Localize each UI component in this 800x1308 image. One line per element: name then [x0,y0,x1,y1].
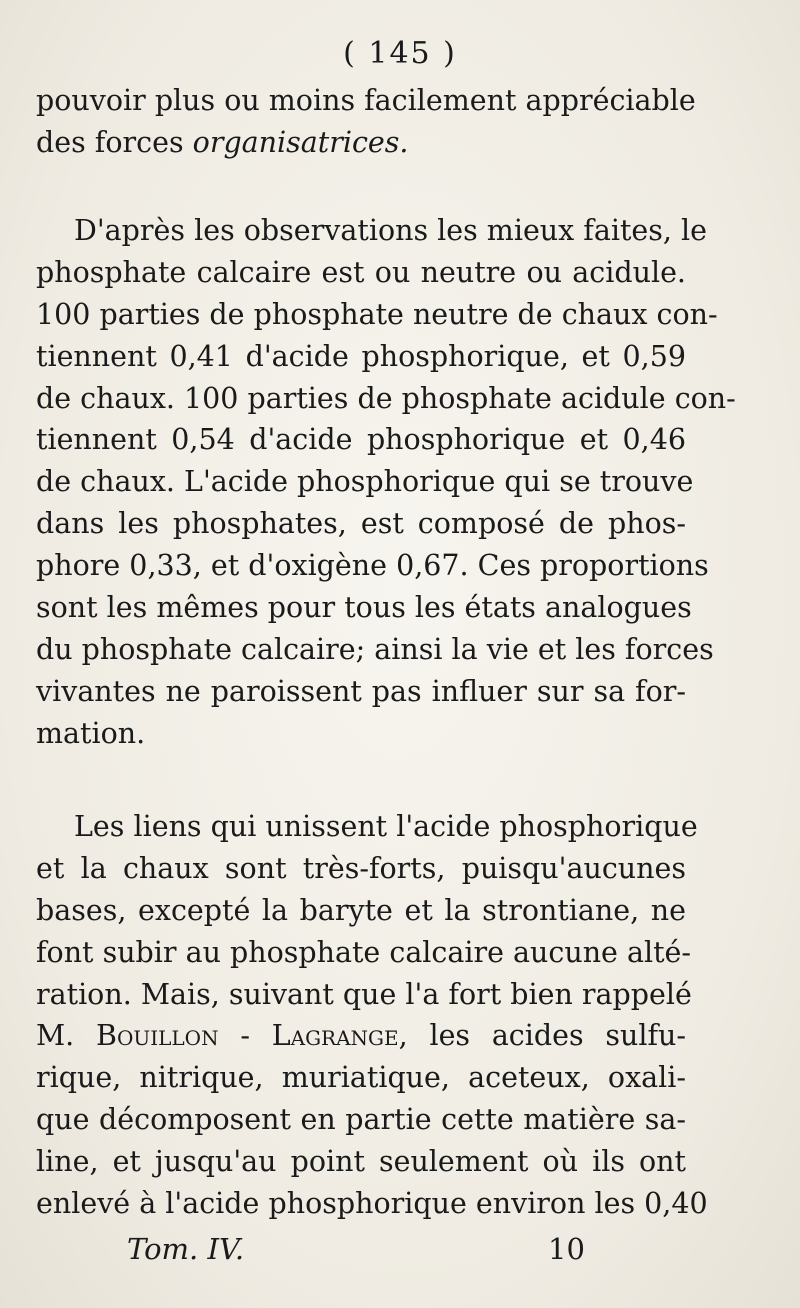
paragraph-1 [36,80,696,164]
text-line: dans les phosphates, est composé de phos- [36,507,686,541]
paragraph-2 [36,210,736,755]
text-line: phore 0,33, et d'oxigène 0,67. Ces proportions [36,549,709,583]
text-line: de chaux. L'acide phosphorique qui se trouve [36,465,694,499]
text-line: bases, excepté la baryte et la strontiane, ne [36,893,686,927]
text-line [36,122,686,164]
paragraph-3 [36,806,708,1225]
text-line: sont les mêmes pour tous les états analogues [36,591,692,625]
text-line: ration. Mais, suivant que l'a fort bien rappelé [36,977,692,1011]
text-line: du phosphate calcaire; ainsi la vie et les forces [36,632,714,666]
text-line: tiennent 0,54 d'acide phosphorique et 0,46 [36,423,686,457]
text-line: que décomposent en partie cette matière sa- [36,1103,686,1137]
text-fragment: des forces [36,125,184,159]
text-line: D'après les observations les mieux faites, le [74,214,707,247]
text-line: vivantes ne paroissent pas influer sur sa for- [36,674,686,708]
text-line: 100 parties de phosphate neutre de chaux con- [36,297,718,331]
sheet-number: 10 [548,1232,585,1266]
text-line: tiennent 0,41 d'acide phosphorique, et 0,59 [36,339,686,373]
text-line: et la chaux sont très-forts, puisqu'aucunes [36,851,686,885]
text-fragment: M. [36,1019,75,1053]
text-line: pouvoir plus ou moins facilement appréciable [36,84,696,117]
italic-term: organisatrices. [192,125,409,159]
text-line: font subir au phosphate calcaire aucune alté- [36,935,692,969]
text-line: enlevé à l'acide phosphorique environ les 0,40 [36,1187,708,1221]
text-line: phosphate calcaire est ou neutre ou acidule. [36,255,686,289]
volume-signature: Tom. IV. [127,1232,245,1266]
text-line: mation. [36,716,146,750]
text-fragment: , les acides sulfu- [398,1019,687,1053]
text-line: rique, nitrique, muriatique, aceteux, oxali- [36,1061,686,1095]
text-line: de chaux. 100 parties de phosphate acidule con- [36,381,736,415]
author-name: Bouillon - Lagrange [96,1019,399,1053]
text-line: Les liens qui unissent l'acide phosphorique [74,810,698,843]
text-line [36,1015,686,1057]
text-line: line, et jusqu'au point seulement où ils ont [36,1145,686,1179]
page-number: ( 145 ) [343,36,457,71]
